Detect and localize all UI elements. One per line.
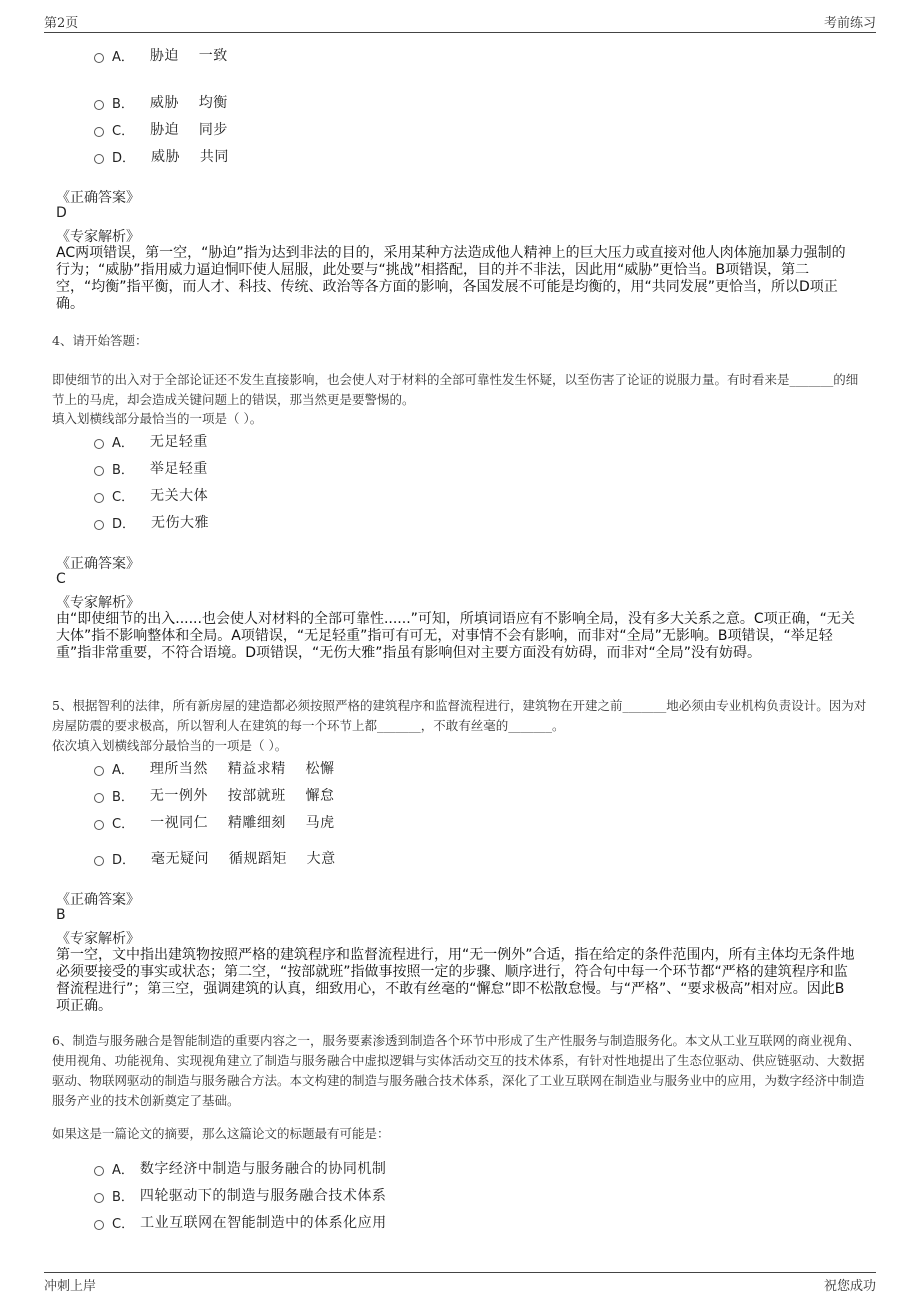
radio-icon[interactable] xyxy=(94,766,104,776)
q5-answer: B xyxy=(56,907,66,923)
radio-icon[interactable] xyxy=(94,520,104,530)
page-header xyxy=(44,12,876,33)
radio-icon[interactable] xyxy=(94,127,104,137)
radio-icon[interactable] xyxy=(94,466,104,476)
q3-answer-label: 《正确答案》 xyxy=(56,190,140,206)
q4-option-a[interactable]: A． 无足轻重 xyxy=(94,431,208,451)
q3-answer: D xyxy=(56,205,67,221)
radio-icon[interactable] xyxy=(94,53,104,63)
q6-passage: 6、制造与服务融合是智能制造的重要内容之一，服务要素渗透到制造各个环节中形成了生产性服务与制造服务化。本文从工业互联网的商业视角、使用视角、功能视角、实现视角建立了制造与服务融合中虚拟逻辑与实体活动交互的技术体系，有针对性地提出了生态位驱动、供应链驱动、大数据驱动、物联网驱动的制造与服务融合方法。本文构建的制造与服务融合技术体系，深化了工业互联网在制造业与服务业中的应用，为数字经济中制造服务产业的技术创新奠定了基础。 xyxy=(52,1033,865,1108)
radio-icon[interactable] xyxy=(94,856,104,866)
radio-icon[interactable] xyxy=(94,820,104,830)
q5-analysis-label: 《专家解析》 xyxy=(56,931,140,947)
q3-option-b[interactable]: B． 威胁 均衡 xyxy=(94,92,228,112)
q4-analysis-label: 《专家解析》 xyxy=(56,595,140,611)
page-number: 第2页 xyxy=(44,16,79,31)
q5-option-c[interactable]: C． 一视同仁 精雕细刻 马虎 xyxy=(94,812,335,832)
q4-option-c[interactable]: C． 无关大体 xyxy=(94,485,208,505)
q3-option-a[interactable]: A． 胁迫 一致 xyxy=(94,45,228,65)
page-footer xyxy=(44,1272,876,1293)
radio-icon[interactable] xyxy=(94,100,104,110)
radio-icon[interactable] xyxy=(94,1220,104,1230)
q5-passage: 5、根据智利的法律，所有新房屋的建造都必须按照严格的建筑程序和监督流程进行，建筑物在开建之前_______地必须由专业机构负责设计。因为对房屋防震的要求极高，所以智利人在建筑的每一个环节上都_______，不敢有丝毫的_______。 xyxy=(52,698,867,733)
q4-question: 填入划横线部分最恰当的一项是（ ）。 xyxy=(52,411,263,426)
radio-icon[interactable] xyxy=(94,1193,104,1203)
header-title: 考前练习 xyxy=(823,16,876,31)
radio-icon[interactable] xyxy=(94,1166,104,1176)
q3-analysis-label: 《专家解析》 xyxy=(56,229,140,245)
q6-option-a[interactable]: A． 数字经济中制造与服务融合的协同机制 xyxy=(94,1158,386,1178)
q5-option-b[interactable]: B． 无一例外 按部就班 懈怠 xyxy=(94,785,335,805)
q4-analysis: 由“即使细节的出入......也会使人对材料的全部可靠性......”可知，所填词语应有不影响全局，没有多大关系之意。C项正确，“无关大体”指不影响整体和全局。A项错误，“无足轻重”指可有可无，对事情不会有影响，而非对“全局”无影响。B项错误，“举足轻重”指非常重要，不符合语境。D项错误，“无伤大雅”指虽有影响但对主要方面没有妨碍，而非对“全局”没有妨碍。 xyxy=(56,611,855,661)
q5-option-a[interactable]: A． 理所当然 精益求精 松懈 xyxy=(94,758,335,778)
q3-option-d[interactable]: D． 威胁 共同 xyxy=(94,146,229,166)
q5-question: 依次填入划横线部分最恰当的一项是（ ）。 xyxy=(52,738,288,753)
q4-number-prompt: 4、请开始答题： xyxy=(52,333,148,348)
q6-option-c[interactable]: C． 工业互联网在智能制造中的体系化应用 xyxy=(94,1212,387,1232)
radio-icon[interactable] xyxy=(94,154,104,164)
q5-option-d[interactable]: D． 毫无疑问 循规蹈矩 大意 xyxy=(94,848,336,868)
footer-right: 祝您成功 xyxy=(823,1279,876,1294)
radio-icon[interactable] xyxy=(94,439,104,449)
q6-option-b[interactable]: B． 四轮驱动下的制造与服务融合技术体系 xyxy=(94,1185,386,1205)
q3-option-c[interactable]: C． 胁迫 同步 xyxy=(94,119,228,139)
q4-answer: C xyxy=(56,571,66,587)
q5-analysis: 第一空，文中指出建筑物按照严格的建筑程序和监督流程进行，用“无一例外”合适，指在给定的条件范围内，所有主体均无条件地必须要接受的事实或状态；第二空，“按部就班”指做事按照一定的步骤、顺序进行，符合句中每一个环节都“严格的建筑程序和监督流程进行”；第三空，强调建筑的认真，细致用心，不敢有丝毫的“懈怠”即不松散怠慢。与“严格”、“要求极高”相对应。因此B项正确。 xyxy=(56,947,855,1014)
q3-analysis: AC两项错误，第一空，“胁迫”指为达到非法的目的，采用某种方法造成他人精神上的巨大压力或直接对他人肉体施加暴力强制的行为；“威胁”指用威力逼迫恫吓使人屈服，此处要与“挑战”相搭配，目的并不非法，因此用“威胁”更恰当。B项错误，第二空，“均衡”指平衡，而人才、科技、传统、政治等各方面的影响，各国发展不可能是均衡的，用“共同发展”更恰当，所以D项正确。 xyxy=(56,245,846,312)
q6-question: 如果这是一篇论文的摘要，那么这篇论文的标题最有可能是： xyxy=(52,1126,390,1141)
radio-icon[interactable] xyxy=(94,793,104,803)
q4-option-d[interactable]: D． 无伤大雅 xyxy=(94,512,209,532)
q4-option-b[interactable]: B． 举足轻重 xyxy=(94,458,208,478)
q4-passage: 即使细节的出入对于全部论证还不发生直接影响，也会使人对于材料的全部可靠性发生怀疑，以至伤害了论证的说服力量。有时看来是_______的细节上的马虎，却会造成关键问题上的错误，那当然更是要警惕的。 xyxy=(52,372,859,407)
footer-left: 冲刺上岸 xyxy=(44,1279,97,1294)
q5-answer-label: 《正确答案》 xyxy=(56,892,140,908)
q4-answer-label: 《正确答案》 xyxy=(56,556,140,572)
radio-icon[interactable] xyxy=(94,493,104,503)
